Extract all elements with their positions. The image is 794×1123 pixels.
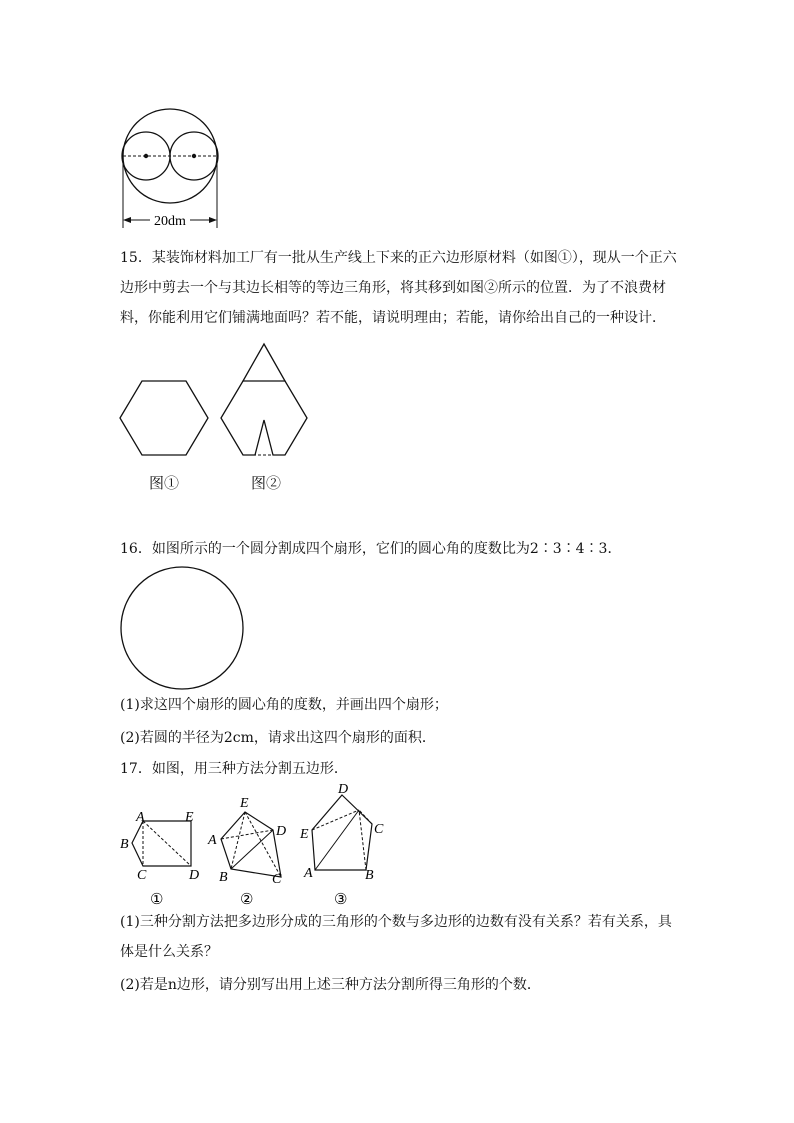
pentagon-figure-3 (299, 782, 384, 908)
pentagon-figure-2 (207, 796, 286, 908)
fig3-caption: ③ (334, 892, 348, 908)
fig3-label-a: A (304, 866, 313, 881)
moved-triangle (243, 344, 285, 381)
fig2-caption: ② (240, 892, 254, 908)
fig1-label-b: B (120, 837, 129, 852)
q17-sub1: (1)三种分割方法把多边形分成的三角形的个数与多边形的边数有没有关系？若有关系，具体是什么关系？ (120, 914, 672, 960)
right-center-dot (192, 154, 196, 158)
fig3-label-b: B (365, 868, 374, 883)
fig1-caption: ① (150, 892, 164, 908)
fig2-label-c: C (272, 872, 282, 887)
q16-circle-figure (116, 565, 248, 695)
q16-sub1: (1)求这四个扇形的圆心角的度数，并画出四个扇形； (120, 697, 448, 713)
fig2-label-a: A (208, 833, 217, 848)
pentagon-figures (112, 780, 402, 910)
hexagon-figure-2 (215, 338, 315, 468)
arrow-left-icon (123, 217, 131, 223)
fig2-label-b: B (219, 870, 228, 885)
circles-figure (110, 100, 230, 230)
q16-sub2: (2)若圆的半径为2cm，请求出这四个扇形的面积． (120, 730, 436, 746)
fig2-label-e: E (240, 796, 249, 811)
q16-text: 16．如图所示的一个圆分割成四个扇形，它们的圆心角的度数比为2∶3∶4∶3． (120, 541, 622, 557)
fig1-label-d: D (189, 868, 200, 883)
fig2-label-d: D (276, 824, 287, 839)
hexagon-caption-2: 图② (250, 474, 281, 492)
fig1-label-e: E (185, 810, 194, 825)
q15-text: 15．某装饰材料加工厂有一批从生产线上下来的正六边形原材料（如图①），现从一个正六边形中剪去一个与其边长相等的等边三角形，将其移到如图②所示的位置．为了不浪费材料，你能利用它们铺满地面吗？若不能，请说明理由；若能，请你给出自己的一种设计． (120, 250, 677, 326)
fig3-label-c: C (374, 822, 384, 837)
arrow-right-icon (209, 217, 217, 223)
fig1-label-a: A (136, 810, 145, 825)
left-center-dot (144, 154, 148, 158)
q16-circle (121, 567, 243, 689)
hexagon-figure-1 (115, 375, 215, 465)
fig3-label-d: D (338, 782, 349, 797)
modified-hexagon (221, 381, 307, 455)
fig1-label-c: C (137, 868, 147, 883)
fig3-label-e: E (300, 827, 309, 842)
regular-hexagon (120, 381, 208, 455)
dimension-label: 20dm (154, 214, 186, 229)
pentagon-figure-1 (120, 810, 199, 908)
q17-text: 17．如图，用三种方法分割五边形． (120, 761, 348, 777)
q17-sub2: (2)若是n边形，请分别写出用上述三种方法分割所得三角形的个数． (120, 977, 541, 993)
hexagon-caption-1: 图① (148, 474, 179, 492)
